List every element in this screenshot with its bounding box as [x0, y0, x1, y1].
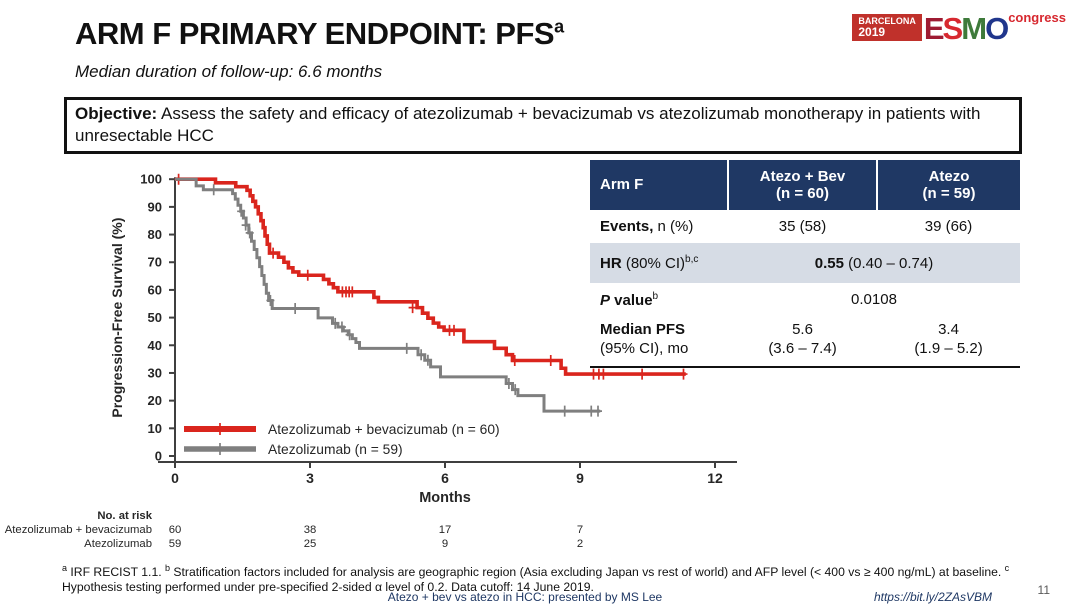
x-axis-title: Months	[419, 490, 471, 506]
footnote-b: Stratification factors included for analysis are geographic region (Asia excluding Japan vs rest of world) and AFP level (< 400 vs ≥ 400 ng/mL) at baseline.	[170, 565, 1005, 580]
x-axis-ticks	[171, 462, 723, 486]
at-risk-value: 7	[576, 524, 584, 536]
y-tick-label: 70	[147, 254, 162, 270]
footnote-sup-b: b	[165, 563, 171, 573]
hr-value-ci: (0.40 – 0.74)	[843, 254, 934, 272]
x-tick-label: 6	[441, 470, 449, 486]
pfs-curve-atezo	[175, 179, 602, 416]
x-tick-label: 9	[576, 470, 584, 486]
objective-label: Objective:	[75, 104, 158, 123]
logo-venue-city: BARCELONA	[858, 16, 916, 26]
at-risk-value: 2	[576, 538, 584, 550]
x-tick-label: 12	[707, 470, 723, 486]
hr-label-bold: HR	[600, 255, 622, 272]
events-value-atezo-bev: 35 (58)	[778, 218, 827, 235]
y-tick-label: 80	[147, 227, 162, 243]
y-tick-label: 0	[154, 448, 162, 464]
at-risk-value: 38	[303, 524, 317, 536]
median-pfs-atezo	[877, 316, 1020, 367]
row-events	[590, 210, 1020, 243]
median-pfs-label-ci: (95% CI), mo	[600, 340, 689, 357]
median-pfs-atezo-bev	[728, 316, 877, 367]
page-title-text: ARM F PRIMARY ENDPOINT: PFS	[75, 16, 555, 51]
at-risk-value: 25	[303, 538, 317, 550]
y-tick-label: 20	[147, 393, 162, 409]
header-atezo-bev-n: (n = 60)	[776, 185, 829, 202]
results-table	[590, 160, 1020, 368]
y-tick-label: 10	[147, 420, 162, 436]
y-tick-label: 50	[147, 310, 162, 326]
at-risk-title: No. at risk	[97, 510, 152, 522]
p-italic: P	[600, 291, 611, 309]
footnote-a: IRF RECIST 1.1.	[67, 565, 165, 580]
title-superscript: a	[554, 16, 564, 37]
header-atezo	[877, 160, 1020, 210]
p-value: 0.0108	[851, 291, 897, 308]
esmo-letter-e: E	[923, 11, 943, 46]
subtitle-followup: Median duration of follow-up: 6.6 months	[75, 62, 383, 81]
header-arm-f: Arm F	[600, 176, 644, 194]
hr-label	[590, 243, 728, 283]
median-pfs-label	[590, 316, 728, 367]
footnote-c: Hypothesis testing performed under pre-specified 2-sided α level of 0.2. Data cutoff: 14 June 2019.	[62, 579, 594, 594]
hr-label-rest: (80% CI)	[621, 255, 686, 272]
events-label	[590, 210, 728, 243]
at-risk-row-label: Atezolizumab	[84, 538, 152, 550]
credit-line: Atezo + bev vs atezo in HCC: presented by MS Lee	[387, 590, 663, 604]
header-atezo-n: (n = 59)	[922, 185, 976, 202]
p-label-rest: value	[610, 291, 653, 309]
y-tick-label: 30	[147, 365, 162, 381]
hr-value-bold: 0.55	[814, 254, 844, 272]
median-v1-ci: (3.6 – 7.4)	[768, 340, 837, 357]
events-value-atezo: 39 (66)	[924, 218, 973, 235]
row-p-value	[590, 283, 1020, 316]
at-risk-row-label: Atezolizumab + bevacizumab	[4, 524, 152, 536]
median-v2: 3.4	[938, 321, 959, 339]
header-atezo-bev-name: Atezo + Bev	[759, 167, 846, 185]
p-superscript: b	[652, 290, 659, 302]
header-atezo-name: Atezo	[928, 167, 970, 185]
objective-text: Assess the safety and efficacy of atezolizumab + bevacizumab vs atezolizumab monotherapy in patients with unresectable HCC	[75, 104, 981, 146]
events-label-rest: n (%)	[653, 218, 694, 235]
median-v2-ci: (1.9 – 5.2)	[914, 340, 983, 357]
y-tick-label: 60	[147, 282, 162, 298]
at-risk-value: 59	[168, 538, 182, 550]
hr-value	[728, 243, 1020, 283]
at-risk-table	[5, 510, 583, 550]
at-risk-value: 17	[438, 524, 452, 536]
esmo-letter-s: S	[942, 11, 962, 46]
y-tick-label: 100	[140, 171, 162, 187]
footnote-sup-c: c	[1004, 563, 1010, 573]
events-label-bold: Events,	[600, 218, 654, 235]
results-table-header	[590, 160, 1020, 210]
p-value-label	[590, 283, 728, 316]
footnote-sup-a: a	[62, 563, 68, 573]
esmo-letter-m: M	[961, 11, 986, 46]
row-median-pfs	[590, 316, 1020, 367]
at-risk-value: 60	[168, 524, 182, 536]
logo-venue-year: 2019	[858, 25, 886, 40]
logo-congress-text: congress	[1008, 10, 1066, 25]
bitly-link[interactable]: https://bit.ly/2ZAsVBM	[873, 590, 992, 604]
at-risk-value: 9	[441, 538, 449, 550]
y-tick-label: 90	[147, 199, 162, 215]
legend-label: Atezolizumab (n = 59)	[268, 442, 403, 457]
median-v1: 5.6	[792, 321, 813, 339]
legend	[184, 422, 500, 457]
y-axis-title: Progression-Free Survival (%)	[109, 217, 125, 418]
y-axis-ticks	[140, 172, 175, 464]
y-tick-label: 40	[147, 337, 162, 353]
legend-label: Atezolizumab + bevacizumab (n = 60)	[268, 422, 500, 437]
median-pfs-label-bold: Median PFS	[600, 321, 686, 339]
row-hazard-ratio	[590, 243, 1020, 283]
page-number: 11	[1037, 583, 1050, 597]
x-tick-label: 0	[171, 470, 179, 486]
x-tick-label: 3	[306, 470, 314, 486]
hr-superscript: b,c	[685, 254, 699, 265]
header-atezo-bev	[728, 160, 877, 210]
esmo-letter-o: O	[985, 11, 1008, 46]
